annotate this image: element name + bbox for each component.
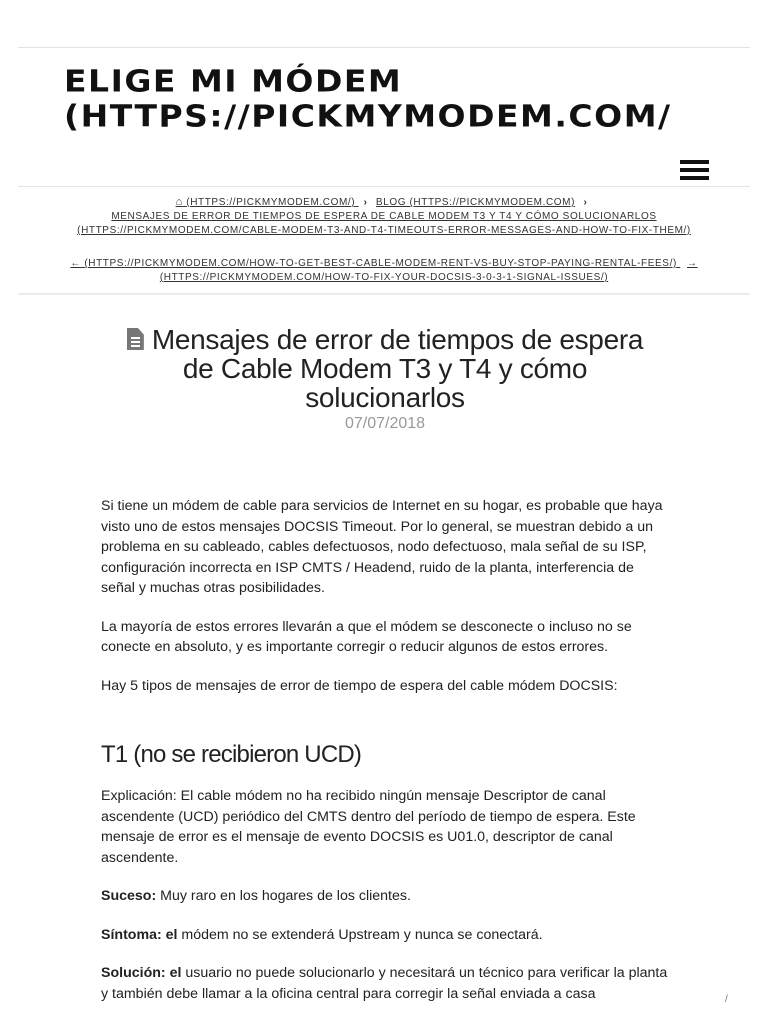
site-title-link[interactable] [64,64,764,134]
solucion-label: Solución: el [101,965,182,981]
arrow-right-icon: → [687,258,698,269]
breadcrumb-blog-link[interactable]: BLOG (HTTPS://PICKMYMODEM.COM) [375,197,576,208]
article-title-text: Mensajes de error de tiempos de espera de Cable Modem T3 y T4 y cómo solucionarlos [151,324,644,413]
breadcrumb-home-label: (HTTPS://PICKMYMODEM.COM/) [186,197,356,208]
previous-post-link[interactable] [70,258,680,269]
article-date: 07/07/2018 [344,415,426,432]
breadcrumb-current-url: (HTTPS://PICKMYMODEM.COM/CABLE-MODEM-T3-AND-T4-TIMEOUTS-ERROR-MESSAGES-AND-HOW-TO-FIX-THEM/) [77,225,691,236]
previous-post-url: (HTTPS://PICKMYMODEM.COM/HOW-TO-GET-BEST-CABLE-MODEM-RENT-VS-BUY-STOP-PAYING-RENTAL-FEES/) [84,258,677,269]
header-top-divider [18,47,750,48]
breadcrumb [60,195,708,238]
suceso-label: Suceso: [101,888,157,904]
sintoma-label: Síntoma: el [101,926,178,943]
intro-paragraph: Si tiene un módem de cable para servicios de Internet en su hogar, es probable que haya visto uno de estos mensajes DOCSIS Timeout. Por lo general, se muestran debido a un problema en su cableado, cables defectuosos, nodo defectuoso, mala señal de su ISP, configuración incorrecta en ISP CMTS / Headend, ruido de la planta, interferencia de señal y muchas otras posibilidades. [101,498,663,596]
chevron-right-icon: › [583,197,588,208]
navigation-divider [18,293,750,295]
site-title-line1: ELIGE MI MÓDEM [64,63,403,99]
chevron-right-icon: › [363,197,368,208]
breadcrumb-current-title: MENSAJES DE ERROR DE TIEMPOS DE ESPERA DE CABLE MODEM T3 Y T4 Y CÓMO SOLUCIONARLOS [111,211,657,222]
site-title[interactable] [64,64,764,134]
menu-bar [680,160,709,164]
menu-bar [680,168,709,172]
t1-explanation: Explicación: El cable módem no ha recibido ningún mensaje Descriptor de canal ascendente (UCD) periódico del CMTS dentro del período de tiempo de espera. Este mensaje de error es el mensaje de evento DOCSIS es U01.0, descriptor de canal ascendente. [101,788,636,866]
t1-suceso [101,886,671,907]
site-title-line2: (HTTPS://PICKMYMODEM.COM/ [64,98,672,134]
stray-mark: / [725,994,728,1005]
article-header [110,325,660,434]
menu-bar [680,176,709,180]
breadcrumb-home-link[interactable] [176,197,359,208]
solucion-text: usuario no puede solucionarlo y necesitará un técnico para verificar la planta y también debe llamar a la oficina central para corregir la señal enviada a casa [101,965,668,1002]
header-bottom-divider [18,186,750,187]
sintoma-text: módem no se extenderá Upstream y nunca se conectará. [177,926,543,943]
home-icon: ⌂ [175,196,183,208]
hamburger-menu-icon[interactable] [680,160,709,187]
breadcrumb-current-link[interactable] [77,211,691,236]
t1-sintoma [101,925,671,946]
intro-paragraph: Hay 5 tipos de mensajes de error de tiempo de espera del cable módem DOCSIS: [101,677,618,694]
t1-solucion [101,963,671,1004]
arrow-left-icon: ← [70,258,81,269]
suceso-text: Muy raro en los hogares de los clientes. [156,888,411,904]
post-navigation [60,257,708,285]
article-title [110,325,660,412]
article-body [101,496,671,1022]
intro-paragraph: La mayoría de estos errores llevarán a que el módem se desconecte o incluso no se conecte en absoluto, y es importante corregir o reducir algunos de estos errores. [101,618,632,655]
document-icon [127,328,144,350]
section-heading-t1: T1 (no se recibieron UCD) [101,741,362,768]
next-post-url: (HTTPS://PICKMYMODEM.COM/HOW-TO-FIX-YOUR-DOCSIS-3-0-3-1-SIGNAL-ISSUES/) [159,272,609,283]
